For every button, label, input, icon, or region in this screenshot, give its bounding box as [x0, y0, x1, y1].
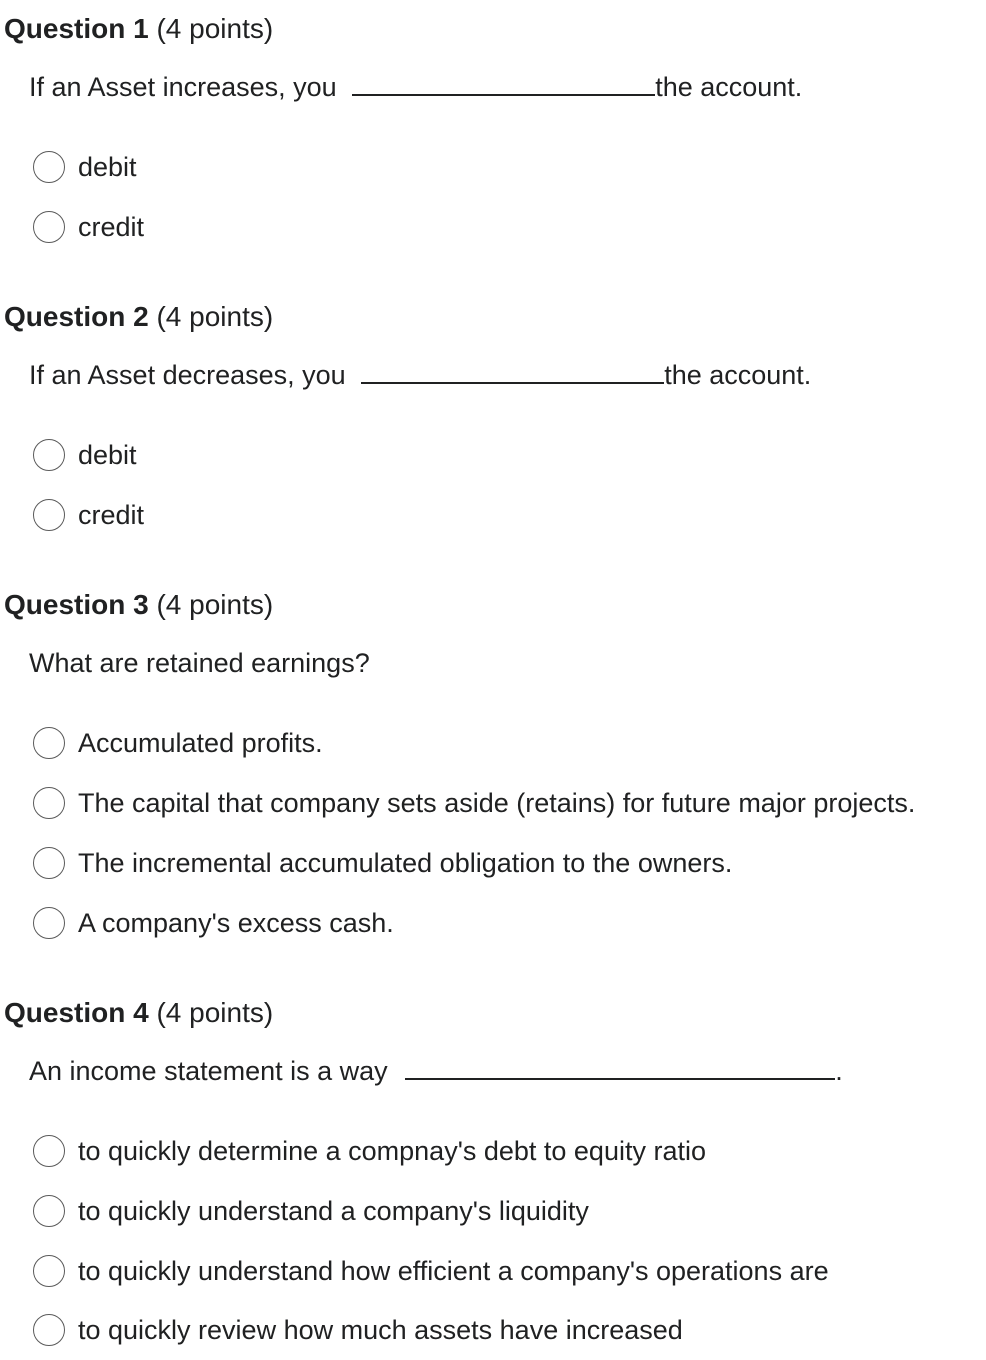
radio-button[interactable] — [33, 1314, 65, 1346]
radio-button[interactable] — [33, 787, 65, 819]
question-title: Question 1 — [4, 13, 149, 44]
question-prompt — [29, 70, 802, 104]
radio-button[interactable] — [33, 151, 65, 183]
prompt-text-before: An income statement is a way — [29, 1056, 388, 1086]
answer-option[interactable] — [33, 496, 144, 534]
answer-option[interactable] — [33, 724, 323, 762]
option-label: credit — [78, 500, 145, 530]
question-title: Question 3 — [4, 589, 149, 620]
answer-option[interactable] — [33, 904, 394, 942]
question-header — [4, 996, 273, 1030]
radio-button[interactable] — [33, 907, 65, 939]
option-label: debit — [78, 440, 137, 470]
answer-option[interactable] — [33, 1192, 589, 1230]
answer-option[interactable] — [33, 784, 915, 822]
answer-option[interactable] — [33, 1132, 706, 1170]
option-label: to quickly understand how efficient a company's operations are — [78, 1256, 829, 1286]
option-label: to quickly determine a compnay's debt to equity ratio — [78, 1136, 706, 1166]
radio-button[interactable] — [33, 727, 65, 759]
question-points: (4 points) — [156, 589, 274, 620]
radio-button[interactable] — [33, 499, 65, 531]
answer-blank — [361, 381, 664, 384]
prompt-text-after: . — [835, 1056, 843, 1086]
answer-option[interactable] — [33, 208, 144, 246]
radio-button[interactable] — [33, 211, 65, 243]
option-label: Accumulated profits. — [78, 728, 323, 758]
radio-button[interactable] — [33, 847, 65, 879]
option-label: The incremental accumulated obligation to the owners. — [78, 848, 733, 878]
question-header — [4, 12, 273, 46]
prompt-text-after: the account. — [655, 72, 803, 102]
answer-blank — [405, 1077, 835, 1080]
answer-blank — [352, 93, 655, 96]
option-label: debit — [78, 152, 137, 182]
radio-button[interactable] — [33, 1135, 65, 1167]
question-prompt — [29, 646, 370, 680]
radio-button[interactable] — [33, 1255, 65, 1287]
answer-option[interactable] — [33, 436, 137, 474]
question-title: Question 2 — [4, 301, 149, 332]
question-header — [4, 588, 273, 622]
prompt-text: What are retained earnings? — [29, 648, 370, 678]
answer-option[interactable] — [33, 844, 732, 882]
prompt-text-after: the account. — [664, 360, 812, 390]
option-label: credit — [78, 212, 145, 242]
question-points: (4 points) — [156, 997, 274, 1028]
question-header — [4, 300, 273, 334]
option-label: The capital that company sets aside (retains) for future major projects. — [78, 788, 916, 818]
question-prompt — [29, 358, 811, 392]
prompt-text-before: If an Asset increases, you — [29, 72, 337, 102]
question-points: (4 points) — [156, 13, 274, 44]
radio-button[interactable] — [33, 439, 65, 471]
question-points: (4 points) — [156, 301, 274, 332]
answer-option[interactable] — [33, 148, 137, 186]
question-title: Question 4 — [4, 997, 149, 1028]
question-prompt — [29, 1054, 843, 1088]
radio-button[interactable] — [33, 1195, 65, 1227]
option-label: A company's excess cash. — [78, 908, 394, 938]
answer-option[interactable] — [33, 1311, 683, 1349]
option-label: to quickly review how much assets have increased — [78, 1315, 683, 1345]
answer-option[interactable] — [33, 1252, 829, 1290]
option-label: to quickly understand a company's liquidity — [78, 1196, 589, 1226]
prompt-text-before: If an Asset decreases, you — [29, 360, 346, 390]
